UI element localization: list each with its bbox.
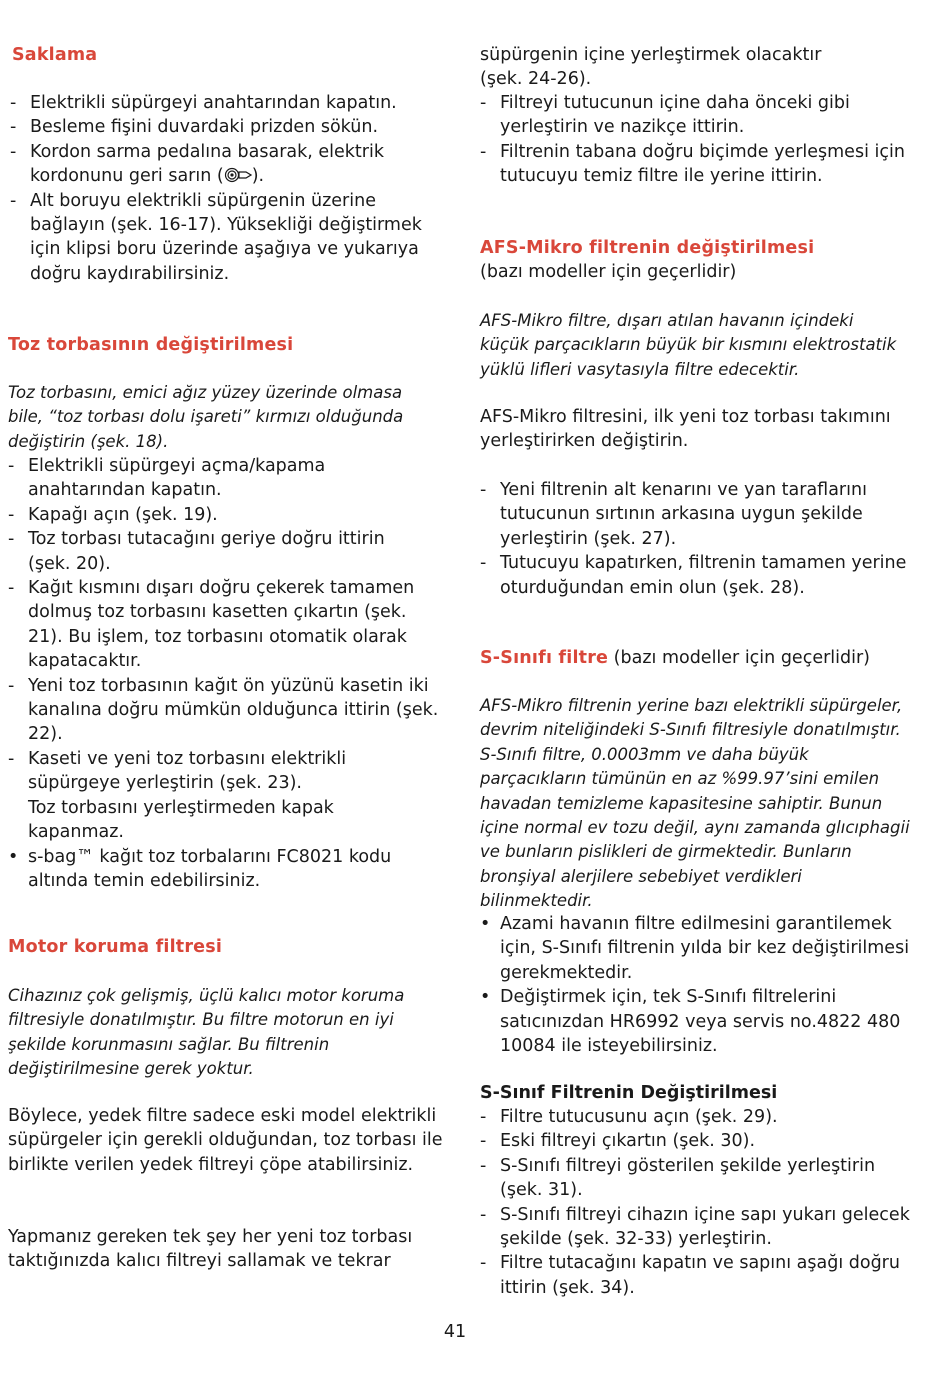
list-item: - Elektrikli süpürgeyi anahtarından kapatın.	[10, 93, 397, 113]
s-sinif-degistirme-heading: S-Sınıf Filtrenin Değiştirilmesi	[480, 1083, 778, 1103]
list-item: - Besleme fişini duvardaki prizden sökün.	[10, 117, 379, 138]
toz-torbasi-list	[8, 454, 438, 893]
continuation-text: süpürgenin içine yerleştirmek olacaktır (şek. 24-26).	[480, 45, 822, 90]
list-item-note: Toz torbasını yerleştirmeden kapak kapanmaz.	[28, 797, 334, 843]
filter-list	[480, 91, 905, 189]
toz-torbasi-heading: Toz torbasının değiştirilmesi	[8, 335, 294, 355]
list-item: - Filtreyi tutucunun içine daha önceki gibi yerleştirin ve nazikçe ittirin.	[480, 93, 850, 138]
list-item: - Kağıt kısmını dışarı doğru çekerek tamamen dolmuş toz torbasını kasetten çıkartın (şek. 21). Bu işlem, toz torbasını otomatik olarak kapatacaktır.	[8, 578, 415, 672]
list-item: - Kordon sarma pedalına basarak, elektrik kordonunu geri sarın ( ).	[10, 141, 384, 187]
list-item: - Filtre tutucusunu açın (şek. 29).	[480, 1107, 778, 1127]
list-item: - S-Sınıfı filtreyi cihazın içine sapı yukarı gelecek şekilde (şek. 32-33) yerleştirin.	[480, 1204, 910, 1250]
motor-paragraph-1: Böylece, yedek filtre sadece eski model elektrikli süpürgeler için gerekli olduğundan, toz torbası ile birlikte verilen yedek filtreyi çöpe atabilirsiniz.	[8, 1106, 443, 1175]
toz-torbasi-intro: Toz torbasını, emici ağız yüzey üzerinde olmasa bile, “toz torbası dolu işareti” kırmızı olduğunda değiştirin (şek. 18).	[8, 383, 404, 451]
list-item: • s-bag™ kağıt toz torbalarını FC8021 kodu altında temin edebilirsiniz.	[8, 846, 392, 891]
saklama-heading: Saklama	[12, 45, 98, 65]
cord-rewind-icon	[224, 167, 252, 183]
list-item: • Azami havanın filtre edilmesini garantilemek için, S-Sınıfı filtrenin yılda bir kez değiştirilmesi gerekmektedir.	[480, 914, 910, 983]
list-item: - Alt boruyu elektrikli süpürgenin üzerine bağlayın (şek. 16-17). Yüksekliği değiştirmek için klipsi boru üzerinde aşağıya ve yukarıya doğru kaydırabilirsiniz.	[10, 190, 422, 284]
list-item: - Eski filtreyi çıkartın (şek. 30).	[480, 1131, 756, 1152]
list-item: - Filtrenin tabana doğru biçimde yerleşmesi için tutucuyu temiz filtre ile yerine ittirin.	[480, 141, 905, 187]
s-sinifi-list	[480, 912, 910, 1058]
motor-intro: Cihazınız çok gelişmiş, üçlü kalıcı motor koruma filtresiyle donatılmıştır. Bu filtre motorun en iyi şekilde korunmasını sağlar. Bu filtrenin değiştirilmesine gerek yoktur.	[8, 986, 405, 1079]
afs-subtitle: (bazı modeller için geçerlidir)	[480, 262, 737, 282]
saklama-list	[10, 91, 430, 286]
s-sinifi-intro: AFS-Mikro filtrenin yerine bazı elektrikli süpürgeler, devrim niteliğindeki S-Sınıfı filtresiyle donatılmıştır. S-Sınıfı filtre, 0.0003mm ve daha büyük parçacıkların tümünün en az %99.97’sini emilen havadan temizleme kapasitesine sahiptir. Bunun içine normal ev tozu değil, aynı zamanda glıcıphagii ve bunların pislikleri de girmektedir. Bunların bronşiyal alerjilere sebebiyet verdikleri bilinmektedir.	[480, 696, 910, 911]
list-item: - Filtre tutacağını kapatın ve sapını aşağı doğru ittirin (şek. 34).	[480, 1253, 900, 1298]
list-item: - S-Sınıfı filtreyi gösterilen şekilde yerleştirin (şek. 31).	[480, 1155, 876, 1201]
s-sinifi-subtitle: (bazı modeller için geçerlidir)	[608, 648, 870, 668]
list-item: • Değiştirmek için, tek S-Sınıfı filtrelerini satıcınızdan HR6992 veya servis no.4822 480 10084 ile isteyebilirsiniz.	[480, 987, 901, 1057]
afs-list	[480, 478, 920, 600]
motor-heading: Motor koruma filtresi	[8, 937, 223, 957]
list-item: - Elektrikli süpürgeyi açma/kapama anahtarından kapatın.	[8, 456, 326, 501]
page-number: 41	[443, 1322, 467, 1342]
list-item: - Tutucuyu kapatırken, filtrenin tamamen yerine oturduğundan emin olun (şek. 28).	[480, 553, 907, 598]
afs-paragraph: AFS-Mikro filtresini, ilk yeni toz torbası takımını yerleştirirken değiştirin.	[480, 407, 891, 452]
list-item: - Kapağı açın (şek. 19).	[8, 504, 218, 525]
list-item: - Kaseti ve yeni toz torbasını elektrikli süpürgeye yerleştirin (şek. 23). Toz torbasını yerleştirmeden kapak kapanmaz.	[8, 748, 347, 843]
s-sinifi-heading: S-Sınıfı filtre	[480, 648, 609, 668]
motor-paragraph-2: Yapmanız gereken tek şey her yeni toz torbası taktığınızda kalıcı filtreyi sallamak ve tekrar	[8, 1227, 413, 1272]
afs-heading: AFS-Mikro filtrenin değiştirilmesi	[480, 238, 815, 258]
list-item: - Yeni toz torbasının kağıt ön yüzünü kasetin iki kanalına doğru mümkün olduğunca ittirin (şek. 22).	[8, 675, 439, 745]
list-item: - Yeni filtrenin alt kenarını ve yan taraflarını tutucunun sırtının arkasına uygun şekilde yerleştirin (şek. 27).	[480, 480, 867, 549]
afs-intro: AFS-Mikro filtre, dışarı atılan havanın içindeki küçük parçacıkların büyük bir kısmını elektrostatik yüklü lifleri vasytasıyla filtre edecektir.	[480, 311, 897, 379]
s-sinifi-heading-line	[480, 646, 870, 670]
list-item: - Toz torbası tutacağını geriye doğru ittirin (şek. 20).	[8, 529, 385, 574]
s-sinif-degistirme-list	[480, 1105, 920, 1300]
